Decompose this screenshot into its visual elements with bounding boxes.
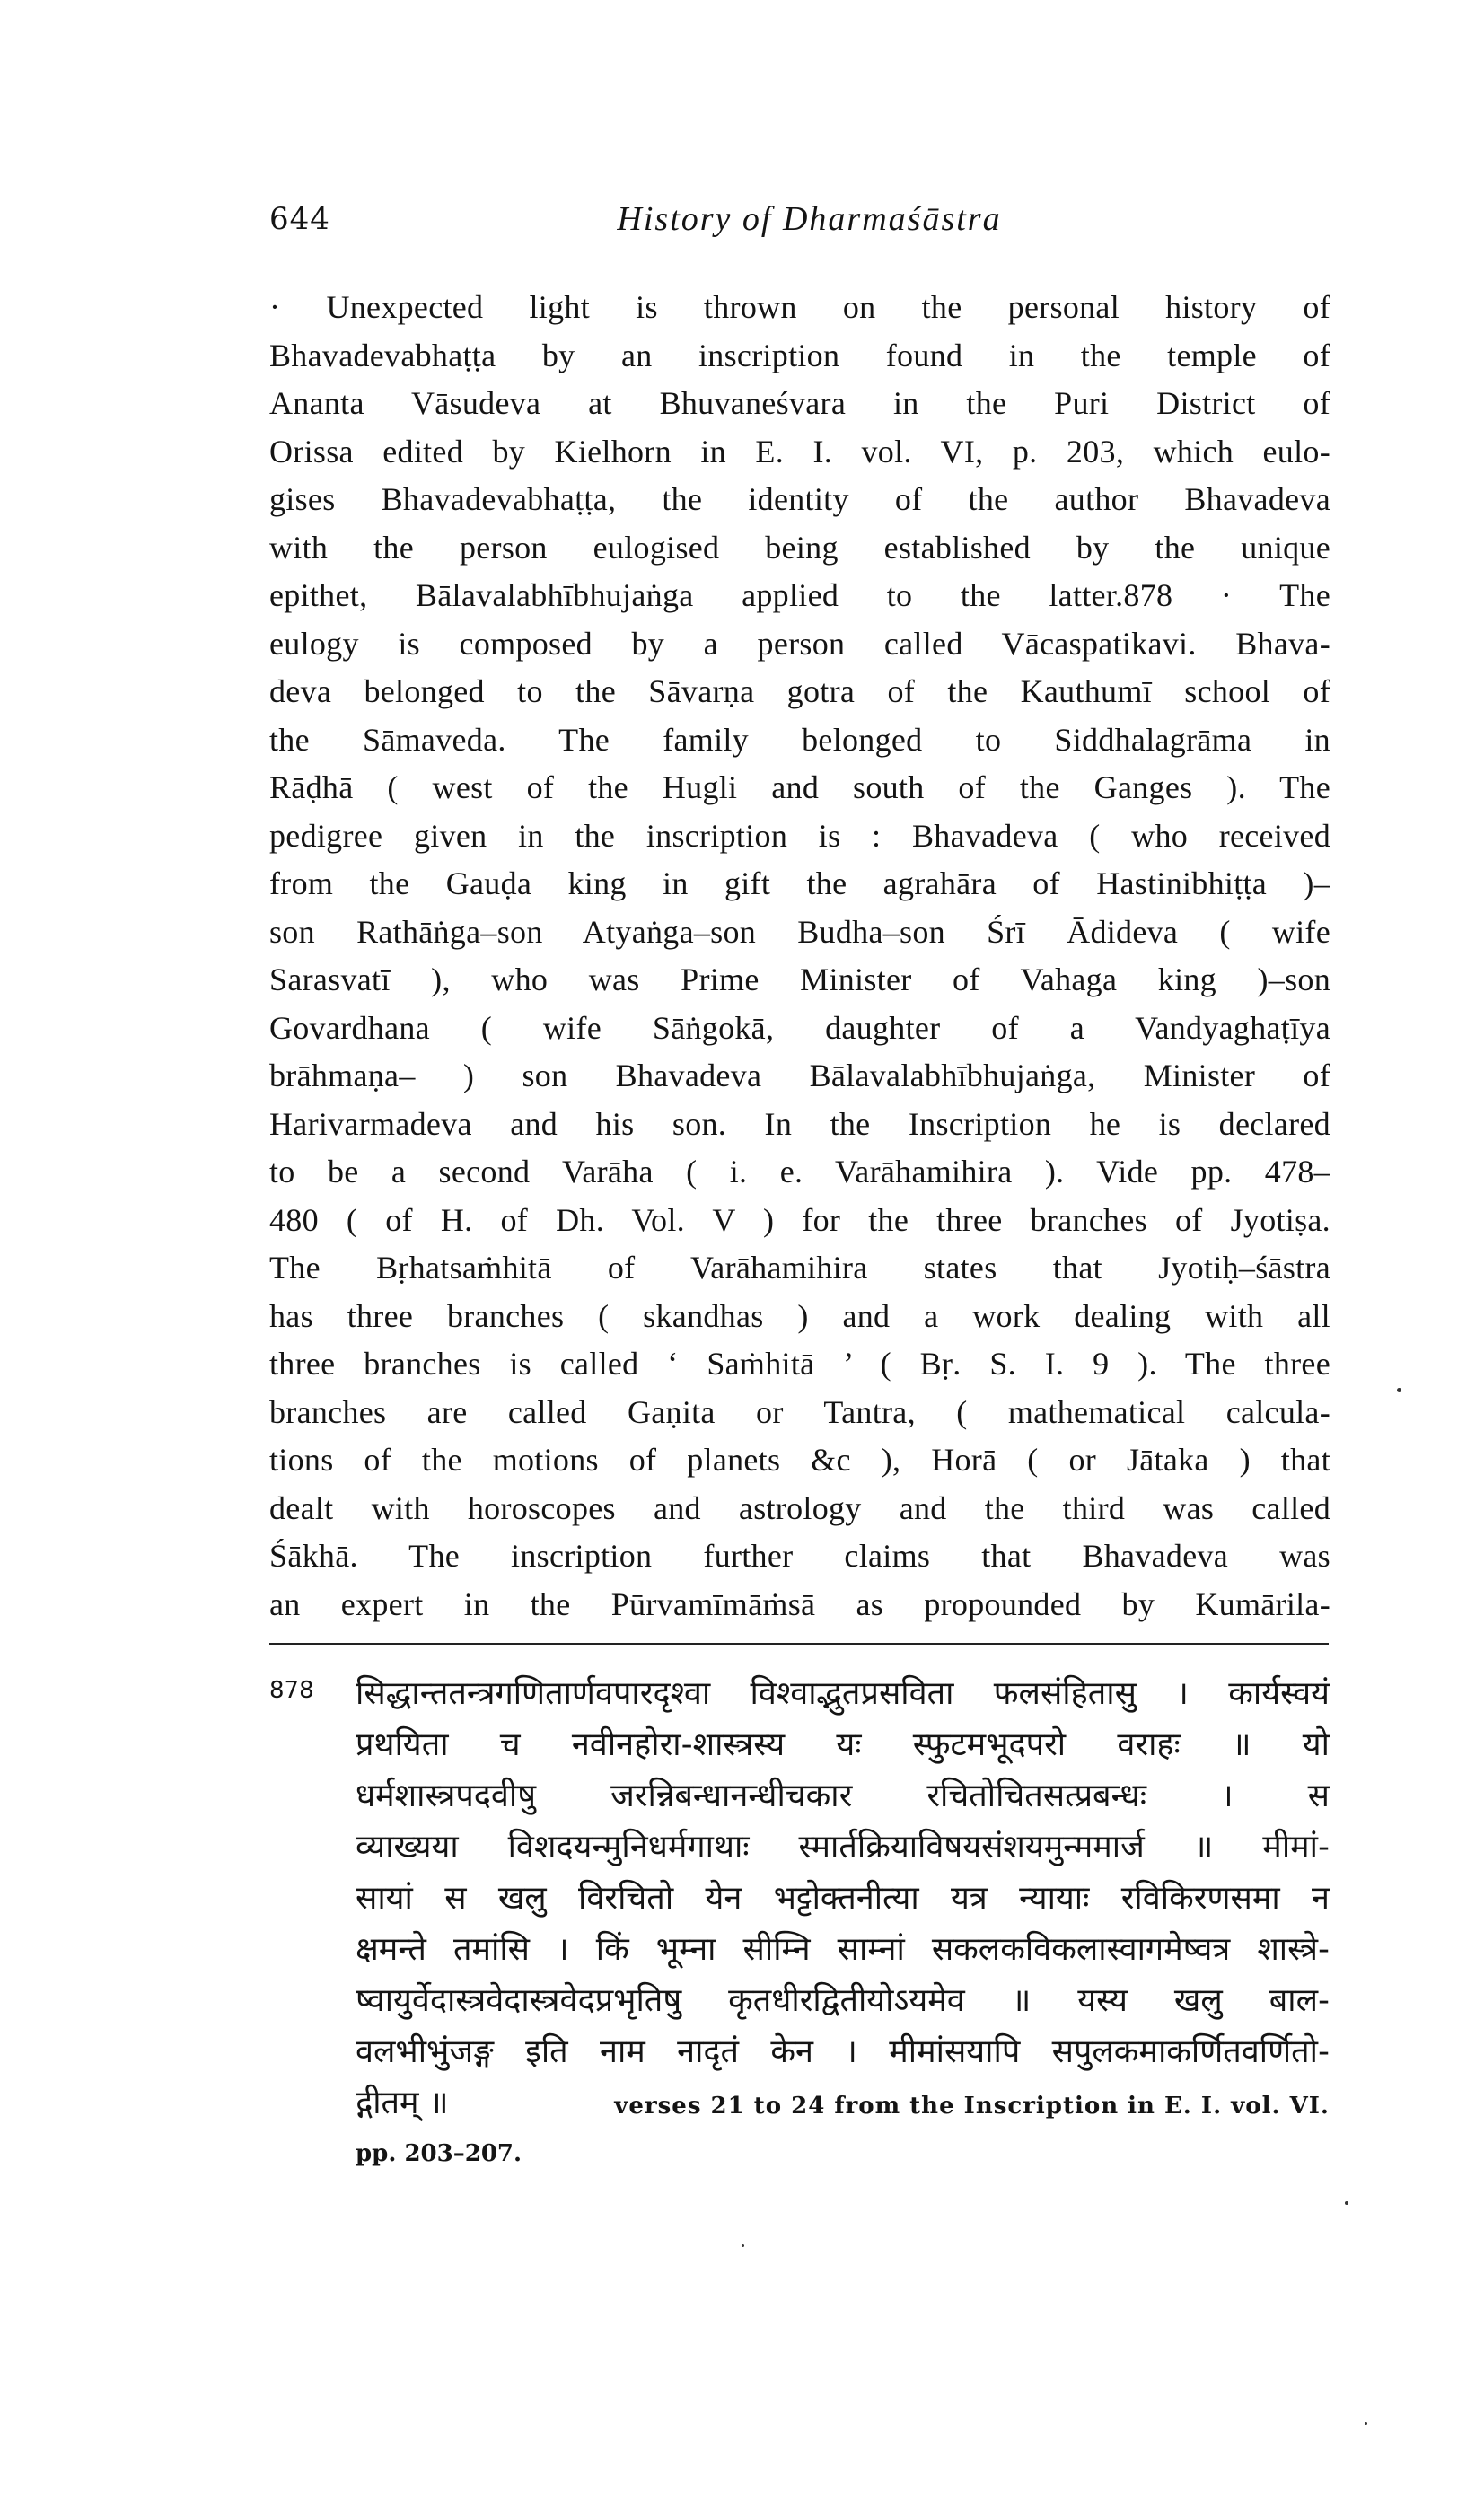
body-line: brāhmaṇa– ) son Bhavadeva Bālavalabhībhujaṅga, Minister of	[269, 1058, 1330, 1093]
body-line: pedigree given in the inscription is : Bhavadeva ( who received	[269, 817, 1330, 854]
footnote-text	[356, 1668, 1330, 2180]
footnote-line: प्रथयिता च नवीनहोरा-शास्त्रस्य यः स्फुटमभूदपरो वराहः ॥ यो	[356, 1726, 1330, 1763]
body-line: three branches is called ‘ Saṁhitā ’ ( Bṛ. S. I. 9 ). The three	[269, 1346, 1330, 1382]
footnote-number: 878	[269, 1677, 314, 1704]
body-line: from the Gauḍa king in gift the agrahāra of Hastinibhiṭṭa )–	[269, 865, 1330, 901]
body-line: Sarasvatī ), who was Prime Minister of Vahaga king )–son	[269, 961, 1330, 997]
body-line: Orissa edited by Kielhorn in E. I. vol. VI, p. 203, which eulo-	[269, 433, 1330, 470]
body-line: gises Bhavadevabhaṭṭa, the identity of the author Bhavadeva	[269, 481, 1330, 517]
footnote-line: सायां स खलु विरचितो येन भट्टोक्तनीत्या यत्र न्यायाः रविकिरणसमा न	[356, 1880, 1330, 1917]
body-line: branches are called Gaṇita or Tantra, ( mathematical calcula-	[269, 1393, 1330, 1430]
body-line: an expert in the Pūrvamīmāṁsā as propounded by Kumārila-	[269, 1585, 1330, 1622]
body-line: Rāḍhā ( west of the Hugli and south of the Ganges ). The	[269, 769, 1330, 805]
body-line: The Bṛhatsaṁhitā of Varāhamihira states that Jyotiḥ–śāstra	[269, 1250, 1330, 1286]
footnote-line: ष्वायुर्वेदास्त्रवेदास्त्रवेदप्रभृतिषु कृतधीरद्वितीयोऽयमेव ॥ यस्य खलु बाल-	[356, 1982, 1330, 2019]
scan-speck	[742, 2244, 744, 2247]
body-line: Govardhana ( wife Sāṅgokā, daughter of a Vandyaghaṭīya	[269, 1009, 1330, 1046]
footnote-line: व्याख्यया विशदयन्मुनिधर्मगाथाः स्मार्तक्रियाविषयसंशयमुन्ममार्ज ॥ मीमां-	[356, 1829, 1330, 1866]
footnote-line: वलभीभुंजङ्ग इति नाम नादृतं केन । मीमांसयापि सपुलकमाकर्णितवर्णितो-	[356, 2033, 1330, 2070]
body-line: the Sāmaveda. The family belonged to Siddhalagrāma in	[269, 721, 1330, 758]
footnote-rule	[269, 1643, 1329, 1645]
footnote-citation-line	[356, 2077, 1330, 2129]
body-line: with the person eulogised being established by the unique	[269, 529, 1330, 566]
scan-speck	[1345, 2201, 1348, 2205]
body-line: eulogy is composed by a person called Vācaspatikavi. Bhava-	[269, 625, 1330, 662]
body-line: tions of the motions of planets &c ), Horā ( or Jātaka ) that	[269, 1442, 1330, 1478]
body-line: has three branches ( skandhas ) and a work dealing with all	[269, 1297, 1330, 1334]
body-line: 480 ( of H. of Dh. Vol. V ) for the three branches of Jyotiṣa.	[269, 1201, 1330, 1238]
footnote-pages: pp. 203–207.	[356, 2140, 522, 2167]
body-paragraph	[269, 284, 1330, 1628]
footnote-verse-end: द्गीतम् ॥	[356, 2085, 449, 2121]
body-line: · Unexpected light is thrown on the personal history of	[269, 289, 1330, 325]
scan-speck	[1365, 2422, 1367, 2425]
body-line: dealt with horoscopes and astrology and the third was called	[269, 1489, 1330, 1526]
body-line: Bhavadevabhaṭṭa by an inscription found in the temple of	[269, 337, 1330, 373]
footnote-citation: verses 21 to 24 from the Inscription in E. I. vol. VI.	[614, 2093, 1330, 2120]
body-line: to be a second Varāha ( i. e. Varāhamihira ). Vide pp. 478–	[269, 1154, 1330, 1190]
scan-speck	[1397, 1388, 1401, 1392]
body-line: deva belonged to the Sāvarṇa gotra of the Kauthumī school of	[269, 673, 1330, 709]
footnote-line: सिद्धान्ततन्त्रगणितार्णवपारदृश्वा विश्वाद्भुतप्रसविता फलसंहितासु । कार्यस्वयं	[356, 1675, 1330, 1712]
body-line: son Rathāṅga–son Atyaṅga–son Budha–son Śrī Ādideva ( wife	[269, 913, 1330, 950]
body-line: Ananta Vāsudeva at Bhuvaneśvara in the Puri District of	[269, 385, 1330, 421]
footnote-line: धर्मशास्त्रपदवीषु जरन्निबन्धानन्धीचकार रचितोचितसत्प्रबन्धः । स	[356, 1778, 1330, 1814]
body-line: epithet, Bālavalabhībhujaṅga applied to the latter.878 · The	[269, 577, 1330, 613]
page-number: 644	[269, 201, 330, 237]
body-line: Śākhā. The inscription further claims that Bhavadeva was	[269, 1538, 1330, 1574]
body-line: Harivarmadeva and his son. In the Inscription he is declared	[269, 1105, 1330, 1142]
running-title: History of Dharmaśāstra	[617, 200, 1002, 238]
footnote-line: क्षमन्ते तमांसि । किं भूम्ना सीम्नि साम्नां सकलकविकलास्वागमेष्वत्र शास्त्रे-	[356, 1931, 1330, 1968]
